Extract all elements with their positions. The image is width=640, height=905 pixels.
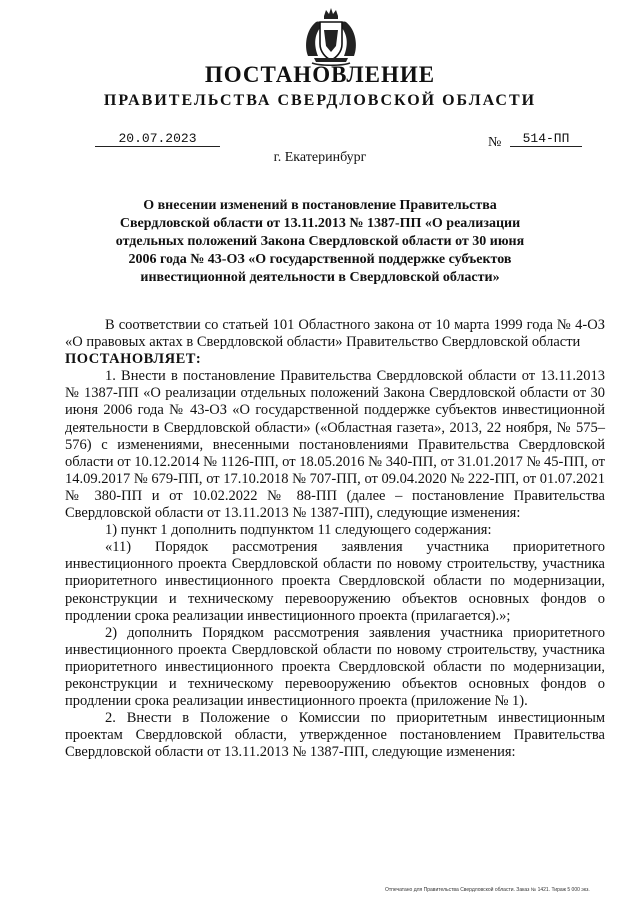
document-date: 20.07.2023 [95, 131, 220, 147]
paragraph-1: 1. Внести в постановление Правительства Свердловской области от 13.11.2013 № 1387-ПП «О реализации отдельных положений Закона Свердловской области от 30 июня 2006 года № 43-ОЗ «О государственной поддержке субъектов инвестиционной деятельности в Свердловской области» («Областная газета», 2013, 22 ноября, № 575–576) с изменениями, внесенными постановлениями Правительства Свердловской области от 10.12.2014 № 1126-ПП, от 18.05.2016 № 340-ПП, от 31.01.2017 № 45-ПП, от 14.09.2017 № 679-ПП, от 17.10.2018 № 707-ПП, от 09.04.2020 № 222-ПП, от 01.07.2021 № 380-ПП и от 10.02.2022 № 88-ПП (далее – постановление Правительства Свердловской области от 13.11.2013 № 1387-ПП), следующие изменения: [65, 368, 605, 522]
document-number: 514-ПП [510, 131, 582, 147]
number-sign: № [488, 135, 502, 150]
paragraph-1-item-2: 2) дополнить Порядком рассмотрения заявления участника приоритетного инвестиционного проекта Свердловской области по новому строительству, участника приоритетного инвестиционного проекта Свердловской области по модернизации, реконструкции и техническому перевооружению объектов основных фондов о продлении срока реализации инвестиционного проекта (приложение № 1). [65, 624, 605, 710]
intro-paragraph: В соответствии со статьей 101 Областного закона от 10 марта 1999 года № 4-ОЗ «О правовых актах в Свердловской области» Правительство Свердловской области [65, 317, 605, 351]
coat-of-arms-emblem [300, 6, 362, 68]
paragraph-2: 2. Внести в Положение о Комиссии по приоритетным инвестиционным проектам Свердловской области, утвержденное постановлением Правительства Свердловской области от 13.11.2013 № 1387-ПП, следующие изменения: [65, 710, 605, 761]
decree-heading: О внесении изменений в постановление Правительства Свердловской области от 13.11.2013 № 1387-ПП «О реализации отдельных положений Закона Свердловской области от 30 июня 2006 года № 43-ОЗ «О государственной поддержке субъектов инвестиционной деятельности в Свердловской области» [115, 198, 525, 285]
decree-body [65, 317, 605, 761]
document-title: ПОСТАНОВЛЕНИЕ [204, 62, 436, 87]
city-label: г. Екатеринбург [273, 150, 367, 165]
paragraph-1-item-1-quote: «11) Порядок рассмотрения заявления участника приоритетного инвестиционного проекта Свердловской области по новому строительству, участника приоритетного инвестиционного проекта Свердловской области по модернизации, реконструкции и техническому перевооружению объектов основных фондов о продлении срока реализации инвестиционного проекта (прилагается).»; [65, 539, 605, 624]
issuer-subtitle: ПРАВИТЕЛЬСТВА СВЕРДЛОВСКОЙ ОБЛАСТИ [103, 92, 537, 109]
paragraph-1-item-1: 1) пункт 1 дополнить подпунктом 11 следующего содержания: [105, 522, 492, 539]
decree-keyword: ПОСТАНОВЛЯЕТ: [65, 351, 202, 368]
print-footer: Отпечатано для Правительства Свердловской области. Заказ № 1421. Тираж 5 000 экз. [385, 887, 590, 893]
